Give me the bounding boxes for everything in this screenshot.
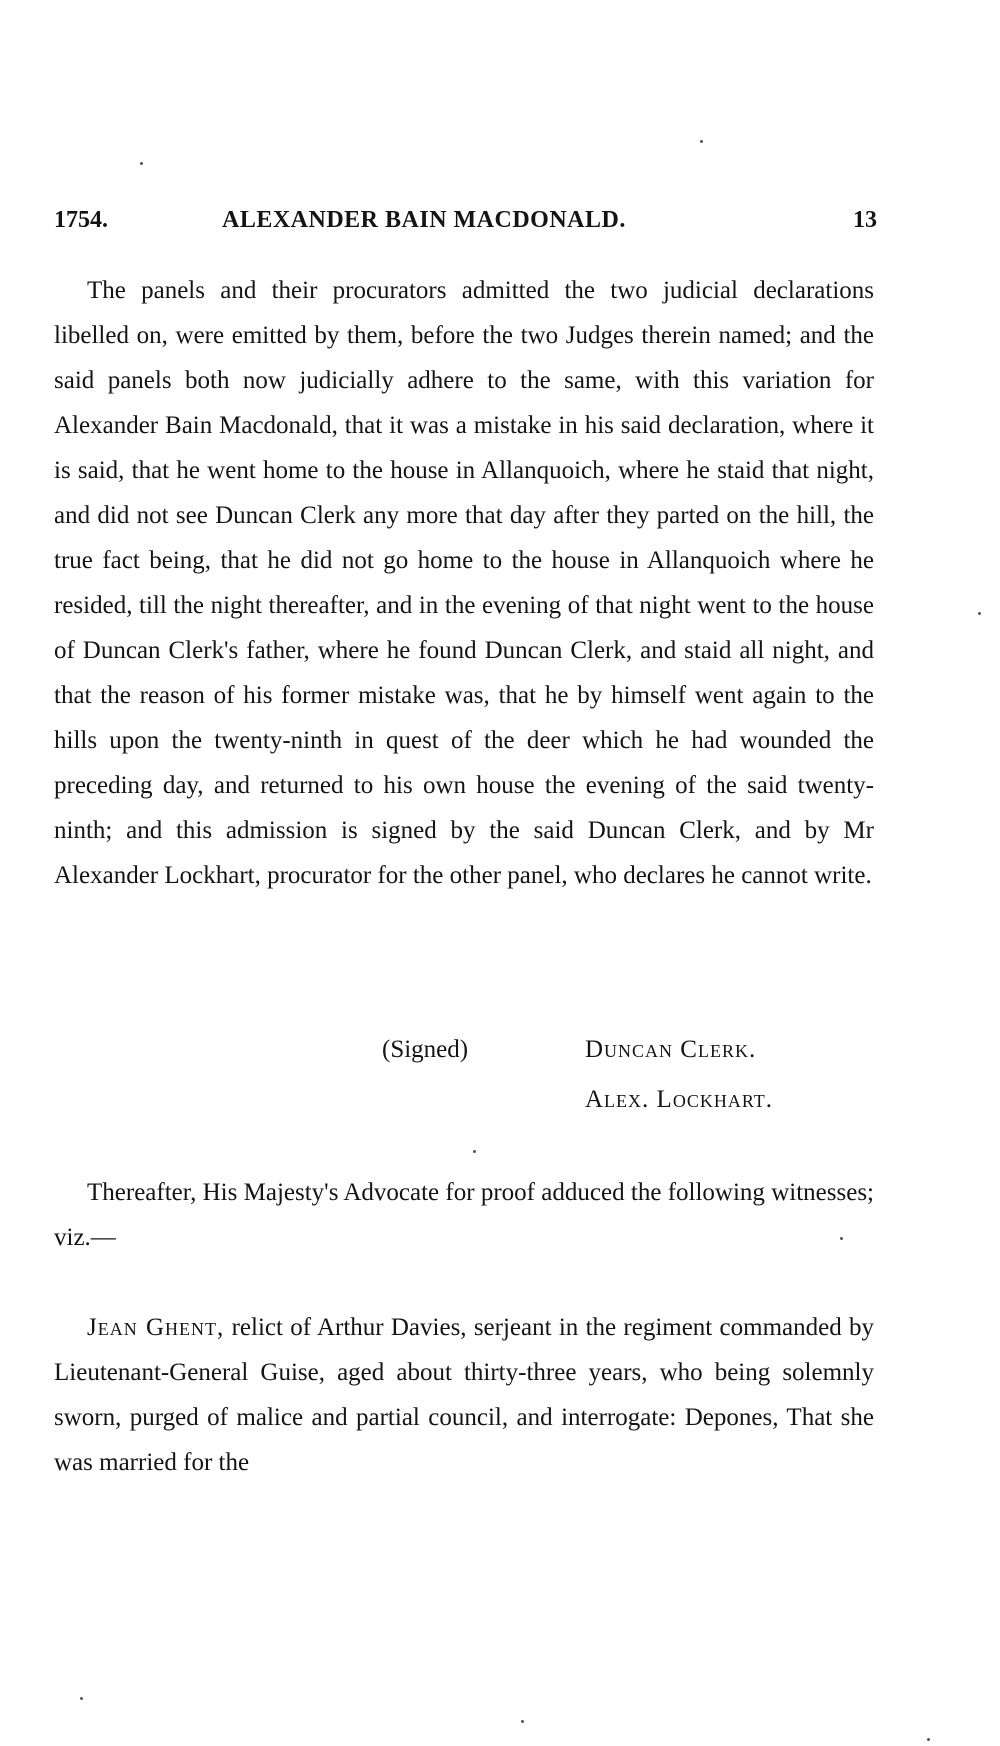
paper-speck [700,140,703,143]
signature-duncan-clerk: Duncan Clerk. [585,1036,757,1063]
witness-text: relict of Arthur Davies, serjeant in the regiment commanded by Lieutenant-General Guise, aged about thirty-three years, who being solemnly sworn, purged of malice and partial council, and interrogate: Depones, That she was married for the [54,1314,874,1476]
witness-name: Jean Ghent, [87,1314,225,1341]
witnesses-paragraph: Thereafter, His Majesty's Advocate for proof adduced the following witnesses; viz.— [54,1179,874,1251]
paper-speck [140,162,143,165]
running-head [54,207,877,241]
signature-alex-lockhart: Alex. Lockhart. [585,1086,773,1113]
declaration-paragraph: The panels and their procurators admitted the two judicial declarations libelled on, were emitted by them, before the two Judges therein named; and the said panels both now judicially adhere to the same, with this variation for Alexander Bain Macdonald, that it was a mistake in his said declaration, where it is said, that he went home to the house in Allanquoich, where he staid that night, and did not see Duncan Clerk any more that day after they parted on the hill, the true fact being, that he did not go home to the house in Allanquoich where he resided, till the night thereafter, and in the evening of that night went to the house of Duncan Clerk's father, where he found Duncan Clerk, and staid all night, and that the reason of his former mistake was, that he by himself went again to the hills upon the twenty-ninth in quest of the deer which he had wounded the preceding day, and returned to his own house the evening of the said twenty-ninth; and this admission is signed by the said Duncan Clerk, and by Mr Alexander Lockhart, procurator for the other panel, who declares he cannot write. [54,277,874,889]
header-title: ALEXANDER BAIN MACDONALD. [222,207,626,233]
page-number: 13 [853,207,877,233]
paper-speck [473,1150,476,1153]
header-year: 1754. [54,207,108,233]
paper-speck [840,1237,843,1240]
paper-speck [521,1720,524,1723]
signed-label: (Signed) [382,1036,469,1063]
paper-speck [80,1697,83,1700]
paper-speck [927,1738,930,1741]
witness-jean-ghent-paragraph [54,1305,874,1485]
paper-speck [978,612,981,615]
